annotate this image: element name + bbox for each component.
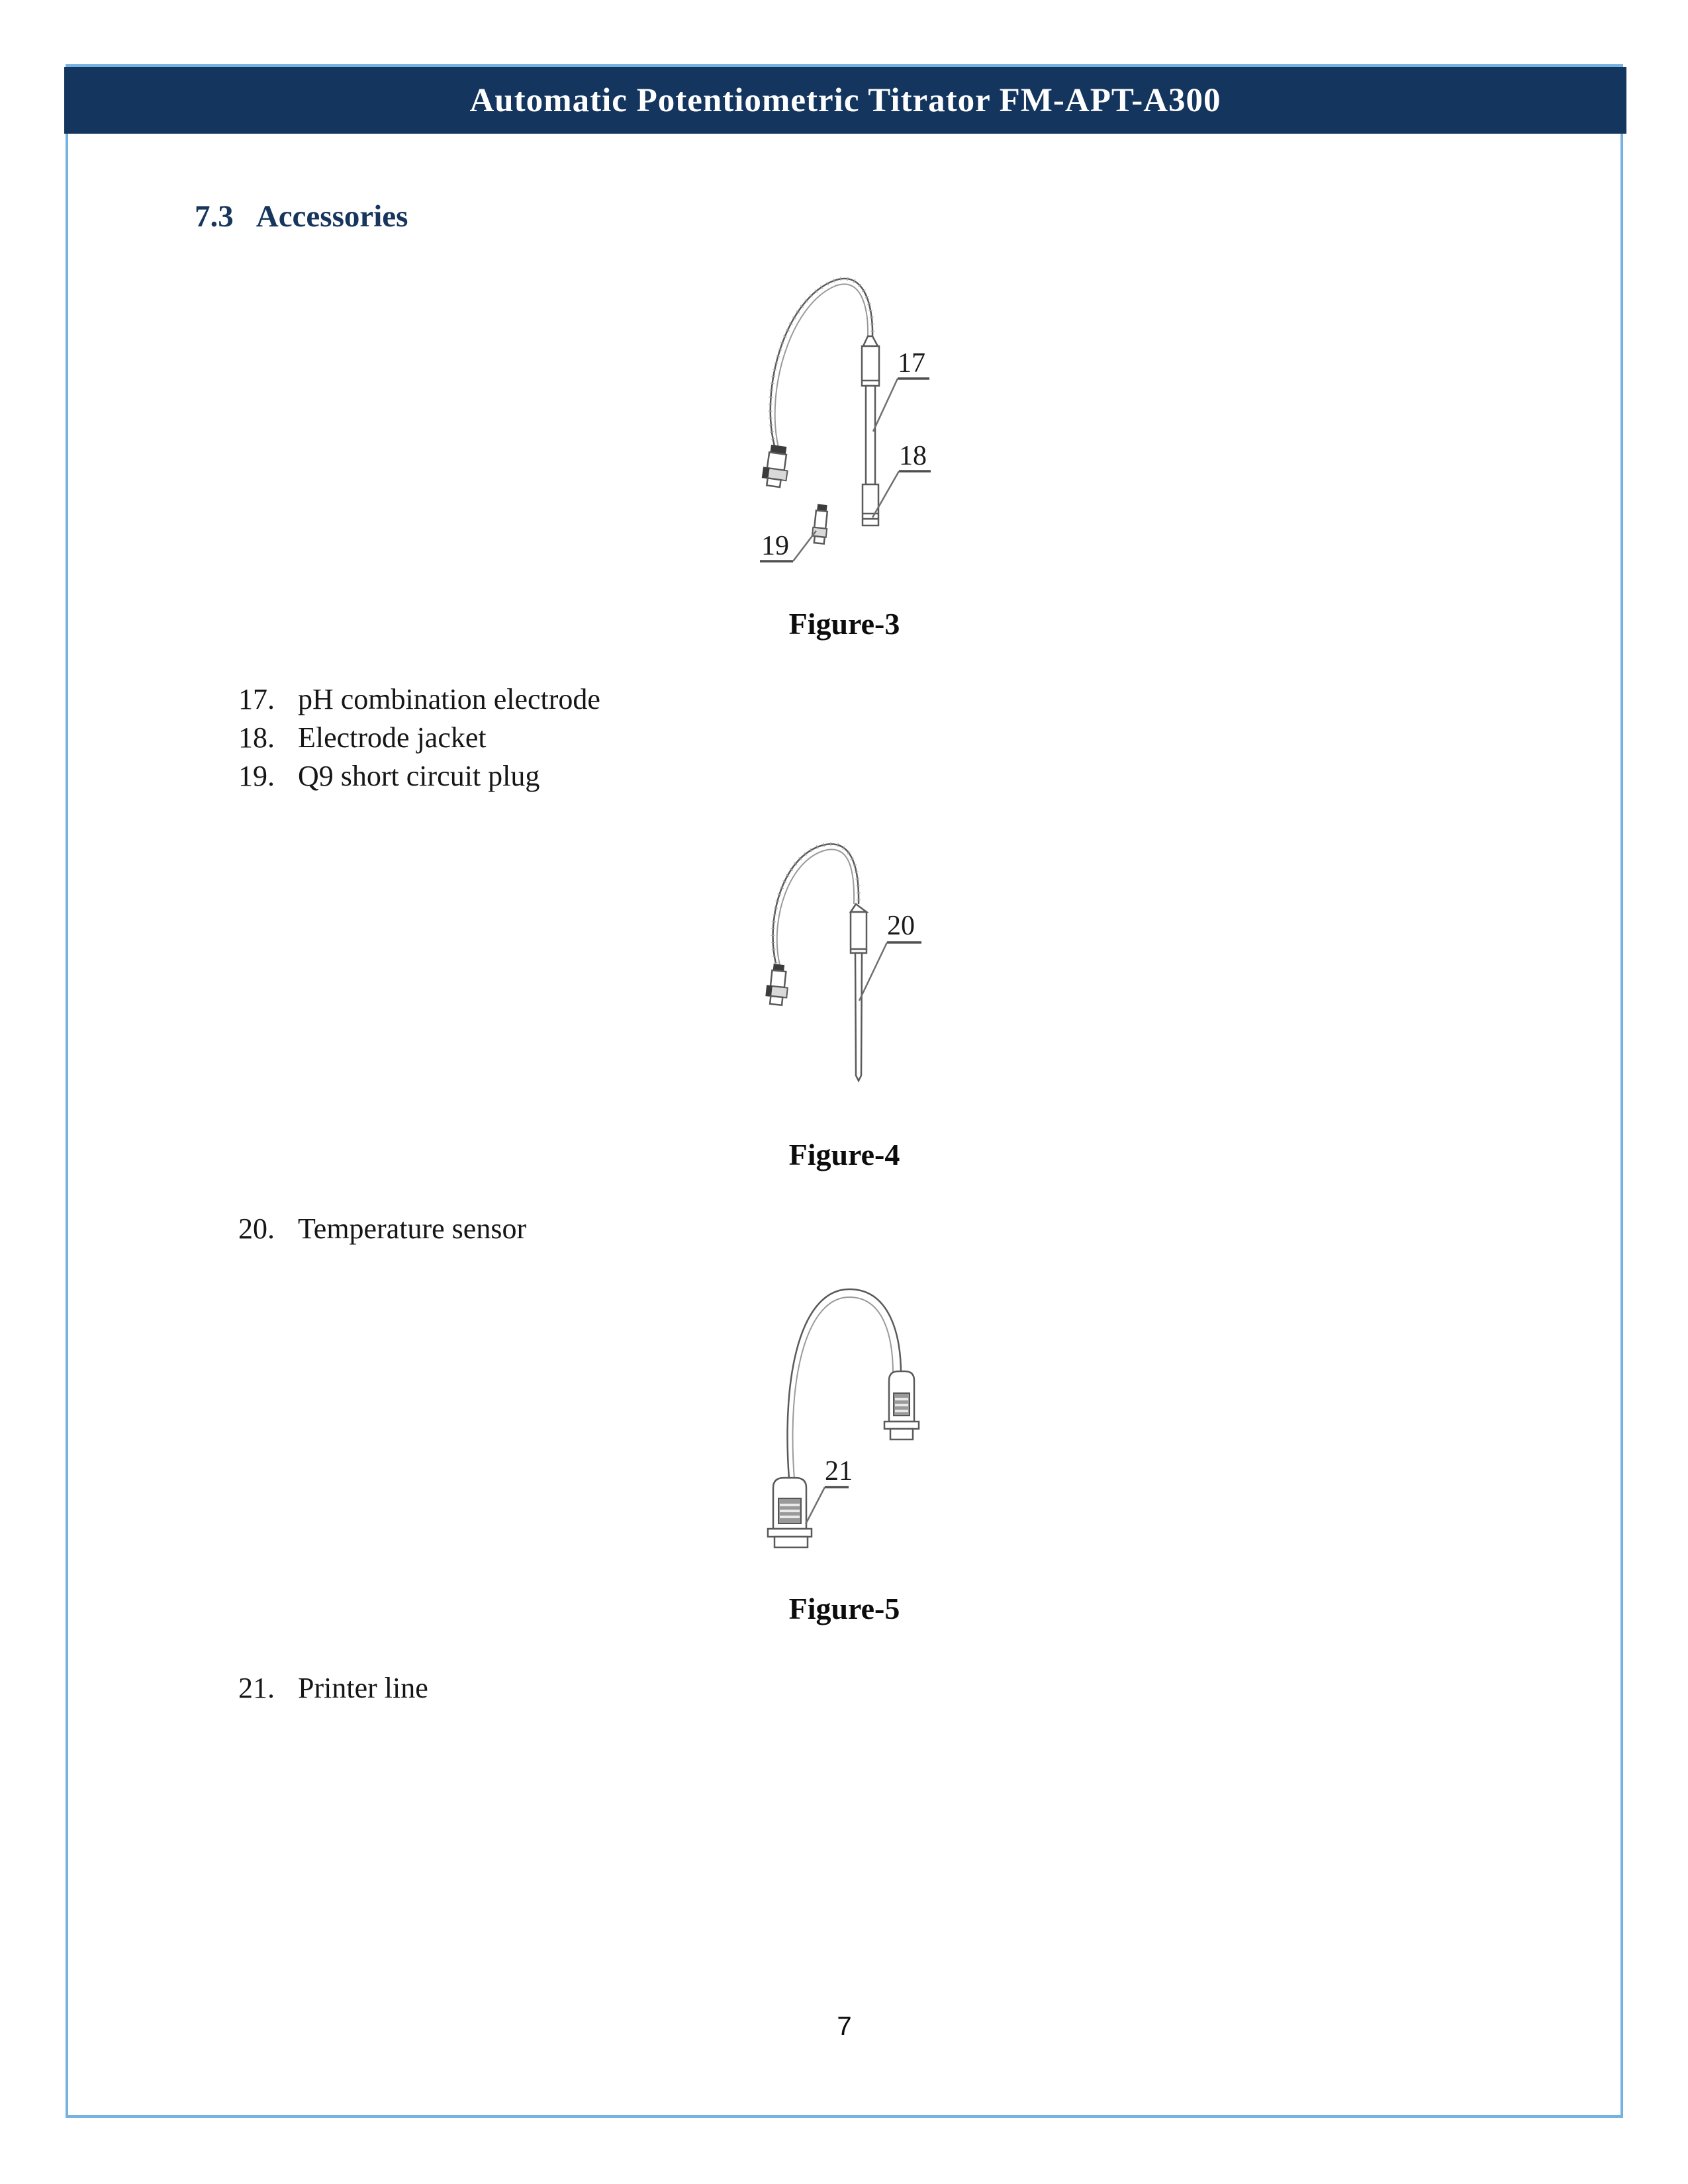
label-19-leader (793, 531, 816, 561)
figure-5-caption: Figure-5 (788, 1592, 900, 1625)
item-number: 19. (238, 760, 275, 792)
figure3-label-18: 18 (899, 441, 927, 471)
electrode-cable-braid (771, 279, 872, 446)
printer-line-illustration (728, 1271, 953, 1555)
list-item (238, 757, 600, 796)
sensor-body (851, 904, 867, 1081)
item-text: Q9 short circuit plug (298, 760, 540, 792)
electrode-cable-inner (775, 284, 868, 447)
sensor-cable-inner (777, 849, 854, 965)
figure3-label-17: 17 (898, 348, 925, 379)
item-text: Electrode jacket (298, 721, 487, 754)
printer-cable-outer (788, 1289, 902, 1479)
item-text: Printer line (298, 1672, 428, 1704)
list-item (238, 1669, 428, 1707)
electrode-body (862, 336, 879, 525)
page-number: 7 (837, 2012, 852, 2041)
figure-4-caption: Figure-4 (788, 1138, 900, 1171)
ph-electrode-illustration (728, 258, 966, 582)
sensor-connector (765, 964, 790, 1006)
temperature-sensor-illustration (728, 821, 953, 1092)
list-item (238, 719, 600, 757)
sensor-cable-braid (773, 844, 859, 964)
figure-5-parts-list (238, 1669, 428, 1707)
figure-3-caption: Figure-3 (788, 607, 900, 641)
figure-3-parts-list (238, 680, 600, 796)
item-number: 18. (238, 721, 275, 754)
sensor-cable-outer (773, 844, 859, 964)
printer-cable-inner (793, 1297, 894, 1479)
figure-4-parts-list (238, 1210, 526, 1248)
item-number: 20. (238, 1212, 275, 1245)
section-heading (195, 199, 408, 234)
page-title: Automatic Potentiometric Titrator FM-APT-A300 (469, 81, 1221, 119)
item-number: 21. (238, 1672, 275, 1704)
bnc-connector (761, 445, 790, 488)
header-bar (64, 67, 1626, 134)
figure4-label-20: 20 (887, 911, 915, 941)
section-title: Accessories (256, 199, 408, 234)
printer-plug-large (768, 1478, 812, 1547)
section-number: 7.3 (195, 199, 234, 234)
item-number: 17. (238, 683, 275, 715)
figure5-label-21: 21 (825, 1456, 853, 1486)
figure3-label-19: 19 (761, 531, 789, 561)
item-text: pH combination electrode (298, 683, 600, 715)
printer-plug-small (884, 1371, 919, 1439)
q9-plug (812, 504, 829, 544)
list-item (238, 680, 600, 719)
electrode-cable-outer (771, 279, 872, 446)
item-text: Temperature sensor (298, 1212, 527, 1245)
label-21-leader (806, 1487, 825, 1524)
list-item (238, 1210, 526, 1248)
